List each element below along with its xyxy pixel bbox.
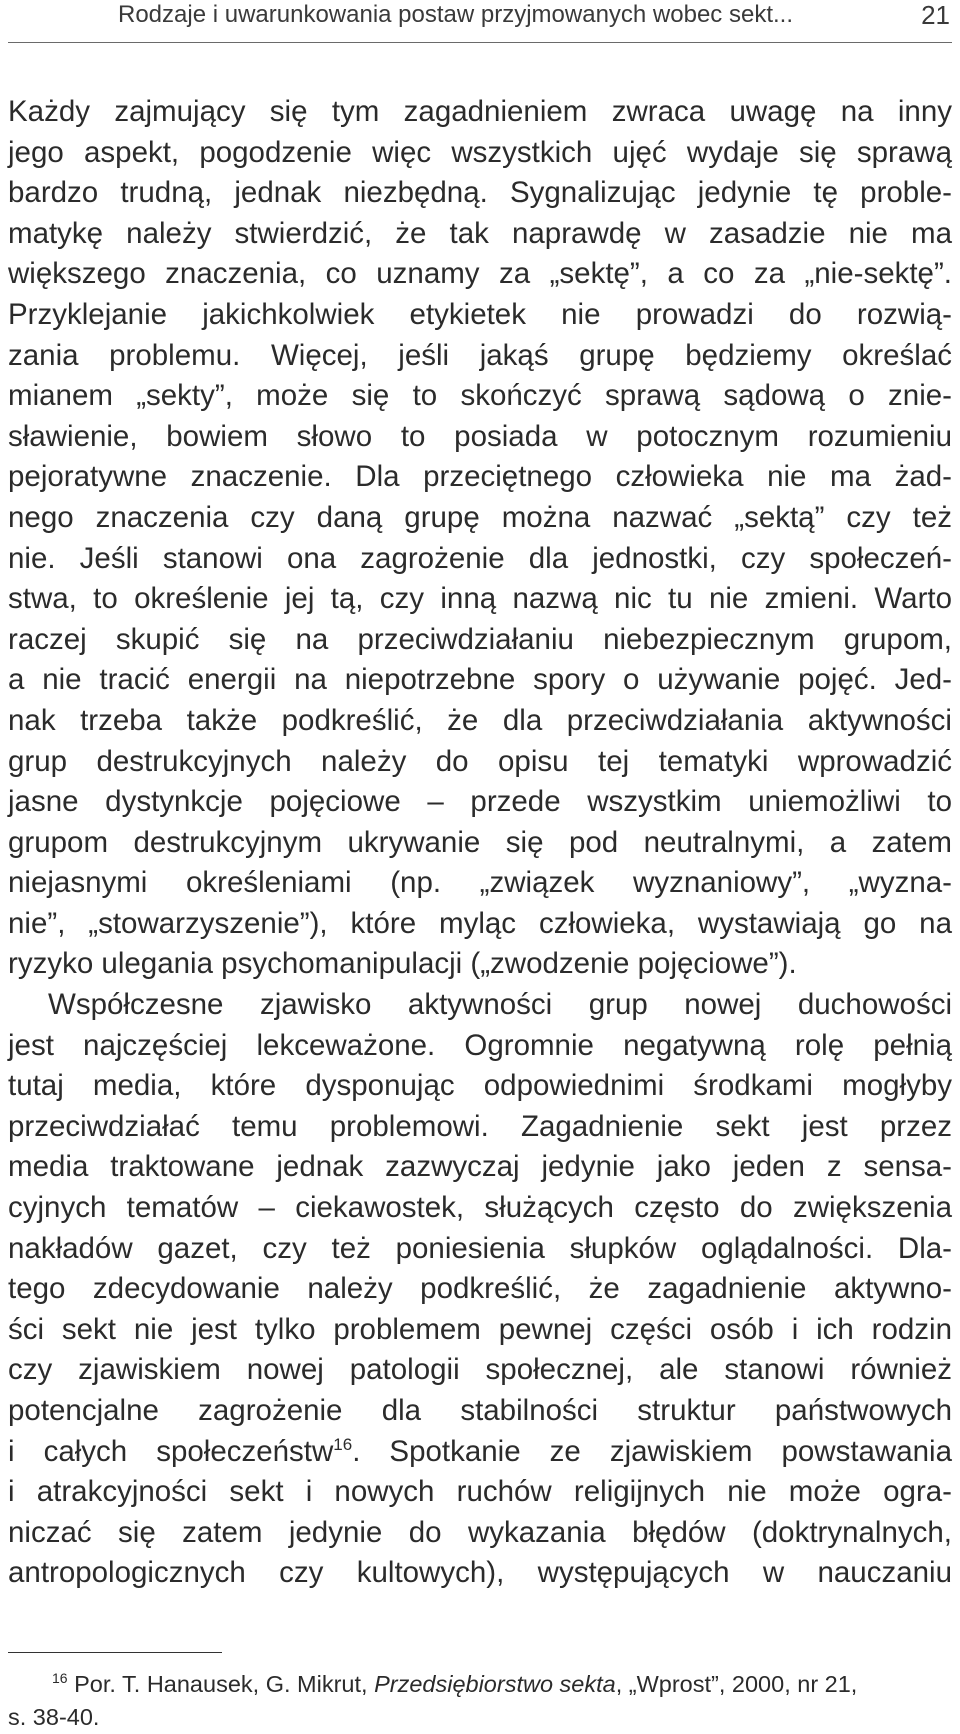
text-line: i atrakcyjności sekt i nowych ruchów religijnych nie może ogra- (8, 1475, 952, 1509)
text-line: cyjnych tematów – ciekawostek, służących często do zwiększenia (8, 1191, 952, 1225)
text-line: jego aspekt, pogodzenie więc wszystkich ujęć wydaje się sprawą (8, 135, 952, 169)
text-line: Każdy zajmujący się tym zagadnieniem zwraca uwagę na inny (8, 95, 952, 128)
paragraph-first-line: Współczesne zjawisko aktywności grup nowej duchowości (48, 988, 952, 1022)
footnote (8, 1668, 952, 1734)
text-line: nak trzeba także podkreślić, że dla przeciwdziałania aktywności (8, 703, 952, 737)
text-line: pejoratywne znaczenie. Dla przeciętnego człowieka nie ma żad- (8, 460, 952, 494)
text-line: niczać się zatem jedynie do wykazania błędów (doktrynalnych, (8, 1515, 952, 1549)
text-line: grupom destrukcyjnym ukrywanie się pod neutralnymi, a zatem (8, 825, 952, 859)
text-line: większego znaczenia, co uznamy za „sektę”, a co za „nie-sektę”. (8, 257, 952, 291)
text-line: raczej skupić się na przeciwdziałaniu niebezpiecznym grupom, (8, 622, 952, 656)
text-line-with-footnote-ref (8, 1432, 952, 1473)
text-line: tutaj media, które dysponując odpowiednimi środkami mogłyby (8, 1069, 952, 1103)
text-line: nie”, „stowarzyszenie”), które myląc człowieka, wystawiają go na (8, 906, 952, 940)
text-line: Przyklejanie jakichkolwiek etykietek nie prowadzi do rozwią- (8, 297, 952, 331)
text-line: tego zdecydowanie należy podkreślić, że zagadnienie aktywno- (8, 1272, 952, 1306)
footnote-cited-title: Przedsiębiorstwo sekta (374, 1671, 616, 1697)
footnote-reference[interactable]: 16 (333, 1434, 353, 1454)
footnote-text: Por. T. Hanausek, G. Mikrut, (74, 1671, 368, 1697)
text-line: nego znaczenia czy daną grupę można nazwać „sektą” czy też (8, 500, 952, 534)
text-line: niejasnymi określeniami (np. „związek wyznaniowy”, „wyzna- (8, 866, 952, 900)
text-line: media traktowane jednak zazwyczaj jedynie jako jeden z sensa- (8, 1150, 952, 1184)
text-line: mianem „sekty”, może się to skończyć sprawą sądową o znie- (8, 379, 952, 413)
footnote-number: 16 (52, 1670, 68, 1687)
running-header (8, 0, 952, 43)
text-line: stwa, to określenie jej tą, czy inną nazwą nic tu nie zmieni. Warto (8, 582, 952, 616)
footnote-text-after: , „Wprost”, 2000, nr 21, (615, 1671, 858, 1697)
paragraph-last-line: ryzyko ulegania psychomanipulacji („zwodzenie pojęciowe”). (8, 947, 797, 981)
text-line: przeciwdziałać temu problemowi. Zagadnienie sekt jest przez (8, 1109, 952, 1143)
text-line: jasne dystynkcje pojęciowe – przede wszystkim uniemożliwi to (8, 785, 952, 819)
text-line: matykę należy stwierdzić, że tak naprawdę w zasadzie nie ma (8, 216, 952, 250)
footnote-divider (8, 1652, 222, 1653)
text-line: potencjalne zagrożenie dla stabilności struktur państwowych (8, 1394, 952, 1427)
body-text (8, 92, 952, 1594)
text-fragment: . Spotkanie ze zjawiskiem powstawania (352, 1434, 952, 1468)
text-line: nie. Jeśli stanowi ona zagrożenie dla jednostki, czy społeczeń- (8, 541, 952, 575)
footnote-first-line (8, 1668, 952, 1701)
text-line: jest najczęściej lekceważone. Ogromnie negatywną rolę pełnią (8, 1028, 952, 1062)
text-line: antropologicznych czy kultowych), występujących w nauczaniu (8, 1556, 952, 1590)
text-line: a nie tracić energii na niepotrzebne spory o używanie pojęć. Jed- (8, 663, 952, 697)
text-line: ści sekt nie jest tylko problemem pewnej części osób i ich rodzin (8, 1312, 952, 1346)
footnote-continuation: s. 38-40. (8, 1704, 100, 1730)
text-line: nakładów gazet, czy też poniesienia słupków oglądalności. Dla- (8, 1231, 952, 1265)
running-header-title: Rodzaje i uwarunkowania postaw przyjmowanych wobec sekt... (118, 1, 793, 28)
text-line: bardzo trudną, jednak niezbędną. Sygnalizując jedynie tę proble- (8, 176, 952, 210)
page-number: 21 (921, 0, 950, 30)
text-fragment: i całych społeczeństw (8, 1434, 334, 1468)
text-line: czy zjawiskiem nowej patologii społecznej, ale stanowi również (8, 1353, 952, 1387)
text-line: grup destrukcyjnych należy do opisu tej tematyki wprowadzić (8, 744, 952, 778)
text-line: zania problemu. Więcej, jeśli jakąś grupę będziemy określać (8, 338, 952, 372)
text-line: sławienie, bowiem słowo to posiada w potocznym rozumieniu (8, 419, 952, 453)
